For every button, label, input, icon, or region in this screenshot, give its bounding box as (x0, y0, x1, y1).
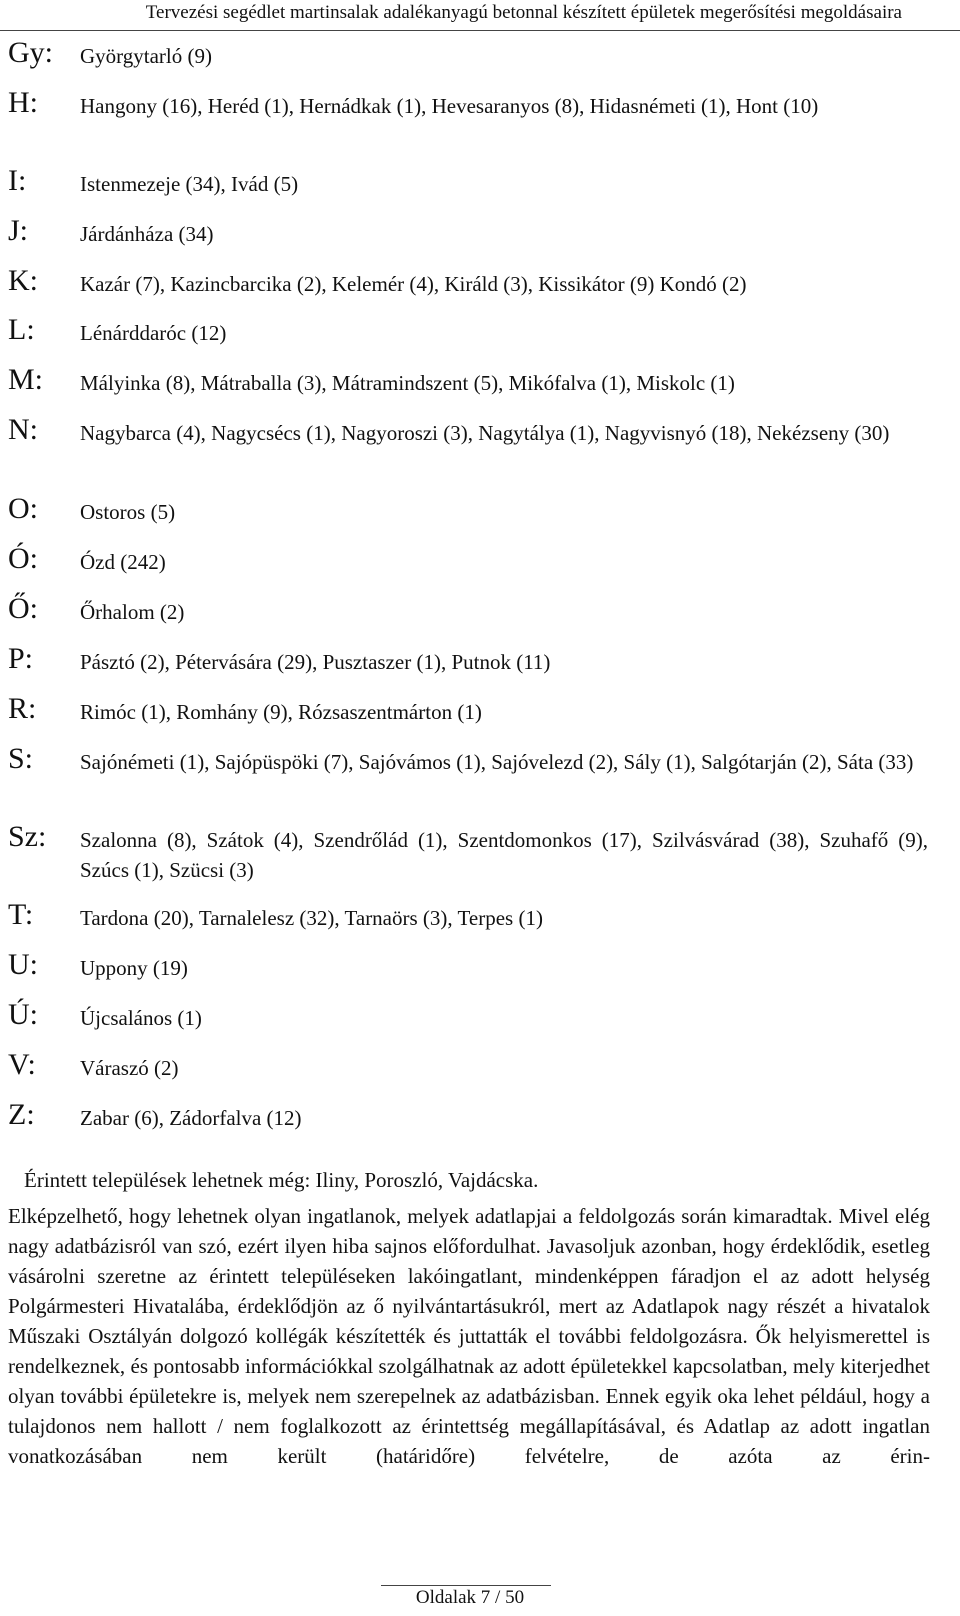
index-letter: K: (8, 264, 38, 297)
index-places: Sajónémeti (1), Sajópüspöki (7), Sajóvámos (1), Sajóvelezd (2), Sály (1), Salgótarján (2), Sáta (33) (80, 750, 914, 774)
index-places: Mályinka (8), Mátraballa (3), Mátramindszent (5), Mikófalva (1), Miskolc (1) (80, 371, 735, 395)
index-places: Ózd (242) (80, 550, 166, 574)
index-letter: M: (8, 363, 44, 396)
index-places: Zabar (6), Zádorfalva (12) (80, 1106, 302, 1130)
index-places: Tardona (20), Tarnalelesz (32), Tarnaörs (3), Terpes (1) (80, 906, 543, 930)
index-letter: L: (8, 313, 35, 346)
index-letter: Z: (8, 1098, 35, 1131)
index-places: Pásztó (2), Pétervására (29), Pusztaszer (1), Putnok (11) (80, 650, 551, 674)
body-paragraph: Elképzelhető, hogy lehetnek olyan ingatlanok, melyek adatlapjai a feldolgozás során kimaradtak. Mivel elég nagy adatbázisról van szó, ezért ilyen hiba sajnos előfordulhat. Javasoljuk azonban, hogy érdeklődik, esetleg vásárolni szeretne az érintett településeken lakóingatlant, mindenképpen fáradjon el az adott helység Polgármesteri Hivatalába, érdeklődjön az ő nyilvántartásukról, mert az Adatlapok nagy részét a hivatalok Műszaki Osztályán dolgozó kollégák készítették és juttatták el további feldolgozásra. Ők helyismerettel is rendelkeznek, és pontosabb információkkal szolgálhatnak az adott épületekkel kapcsolatban, mely kiterjedhet olyan további épületekre is, melyek nem szerepelnek az adatbázisban. Ennek egyik oka lehet például, hogy a tulajdonos nem hallott / nem foglalkozott az érintettség megállapításával, és Adatlap az adott ingatlan vonatkozásában nem került (határidőre) felvételre, de azóta az érin- (8, 1204, 930, 1468)
index-letter: H: (8, 86, 38, 119)
index-letter: R: (8, 692, 37, 725)
index-places: Hangony (16), Heréd (1), Hernádkak (1), Hevesaranyos (8), Hidasnémeti (1), Hont (10) (80, 94, 819, 118)
index-places: Rimóc (1), Romhány (9), Rózsaszentmárton (1) (80, 700, 482, 724)
index-letter: O: (8, 492, 38, 525)
index-letter: S: (8, 742, 34, 775)
index-letter: N: (8, 413, 38, 446)
index-places: Györgytarló (9) (80, 44, 212, 68)
index-places: Nagybarca (4), Nagycsécs (1), Nagyoroszi (3), Nagytálya (1), Nagyvisnyó (18), Nekézseny (30) (80, 421, 890, 445)
index-letter: V: (8, 1048, 36, 1081)
index-letter: J: (8, 214, 29, 247)
affected-note: Érintett települések lehetnek még: Iliny, Poroszló, Vajdácska. (24, 1168, 539, 1192)
index-letter: P: (8, 642, 34, 675)
index-places: Váraszó (2) (80, 1056, 179, 1080)
index-places: Őrhalom (2) (80, 600, 185, 624)
page-number: Oldalak 7 / 50 (415, 1587, 525, 1608)
index-places: Kazár (7), Kazincbarcika (2), Kelemér (4), Királd (3), Kissikátor (9) Kondó (2) (80, 272, 747, 296)
index-letter: Ó: (8, 542, 38, 575)
index-letter: I: (8, 164, 27, 197)
index-letter: T: (8, 898, 34, 931)
header-title: Tervezési segédlet martinsalak adalékanyagú betonnal készített épületek megerősítési megoldásaira (145, 2, 902, 23)
index-letter: Gy: (8, 36, 53, 69)
index-places: Istenmezeje (34), Ivád (5) (80, 172, 299, 196)
index-places: Uppony (19) (80, 956, 188, 980)
page-header (0, 0, 960, 31)
index-letter: Sz: (8, 820, 47, 853)
index-letter: Ú: (8, 998, 38, 1031)
index-places: Lénárddaróc (12) (80, 321, 227, 345)
index-places: Újcsalános (1) (80, 1006, 202, 1030)
page-footer (0, 1586, 960, 1610)
index-places: Ostoros (5) (80, 500, 176, 524)
index-places: Szalonna (8), Szátok (4), Szendrőlád (1), Szentdomonkos (17), Szilvásvárad (38), Szuhafő (9), Szúcs (1), Szücsi (3) (80, 828, 928, 882)
index-places: Járdánháza (34) (80, 222, 214, 246)
index-letter: U: (8, 948, 38, 981)
index-letter: Ő: (8, 592, 38, 625)
